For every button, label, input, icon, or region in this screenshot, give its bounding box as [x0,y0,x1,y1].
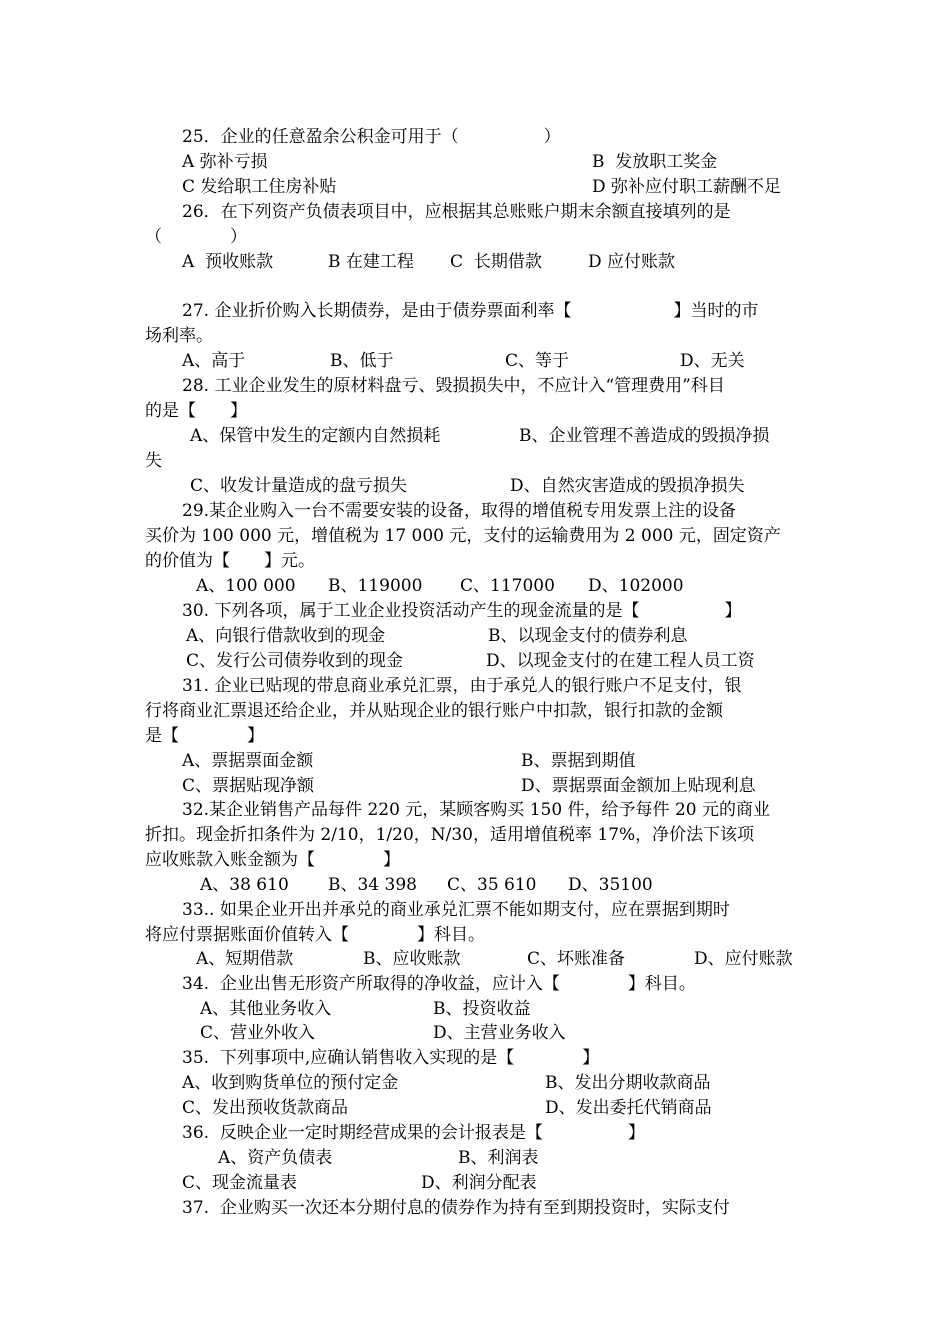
question-25-option-d: D 弥补应付职工薪酬不足 [592,177,782,197]
question-35-option-c: C、发出预收货款商品 [182,1098,349,1118]
question-28-option-b: B、企业管理不善造成的毁损净损 [519,426,770,446]
question-29-stem-cont-1: 买价为 100 000 元，增值税为 17 000 元，支付的运输费用为 2 000 元，固定资产 [145,526,781,546]
question-35-stem: 35. 下列事项中,应确认销售收入实现的是【 】 [182,1048,600,1068]
question-28-option-b-cont: 失 [145,451,162,471]
question-30-option-b: B、以现金支付的债券利息 [488,626,688,646]
question-32-option-c: C、35 610 [447,875,537,895]
question-32-option-a: A、38 610 [200,875,289,895]
question-29-option-d: D、102000 [588,576,684,596]
question-27-stem: 27. 企业折价购入长期债券，是由于债券票面利率【 】当时的市 [182,301,759,321]
question-32-option-b: B、34 398 [328,875,417,895]
question-31-option-c: C、票据贴现净额 [182,776,315,796]
question-36-option-a: A、资产负债表 [218,1148,333,1168]
question-25-stem: 25．企业的任意盈余公积金可用于（ ） [182,127,561,147]
question-29-option-a: A、100 000 [196,576,296,596]
question-26-option-b: B 在建工程 [328,252,414,272]
question-35-option-d: D、发出委托代销商品 [545,1098,712,1118]
question-27-option-d: D、无关 [680,351,745,371]
question-26-stem-cont: （ ） [145,227,247,247]
question-28-option-d: D、自然灾害造成的毁损净损失 [510,476,745,496]
question-29-stem: 29.某企业购入一台不需要安装的设备，取得的增值税专用发票上注的设备 [182,501,737,521]
question-29-option-b: B、119000 [328,576,423,596]
question-26-stem: 26．在下列资产负债表项目中，应根据其总账账户期末余额直接填列的是 [182,202,731,222]
question-33-option-d: D、应付账款 [694,949,793,969]
question-31-stem-cont-1: 行将商业汇票退还给企业，并从贴现企业的银行账户中扣款，银行扣款的金额 [145,701,723,721]
question-33-option-c: C、坏账准备 [527,949,626,969]
question-27-option-b: B、低于 [330,351,394,371]
question-25-option-b: B 发放职工奖金 [592,152,718,172]
question-30-option-a: A、向银行借款收到的现金 [186,626,386,646]
question-25-option-c: C 发给职工住房补贴 [182,177,337,197]
question-36-option-b: B、利润表 [458,1148,539,1168]
question-34-option-b: B、投资收益 [433,999,531,1019]
question-26-option-a: A 预收账款 [182,252,274,272]
question-30-option-c: C、发行公司债券收到的现金 [186,651,404,671]
question-31-stem-cont-2: 是【 】 [145,726,264,746]
question-27-stem-cont: 场利率。 [145,326,213,346]
question-37-stem: 37. 企业购买一次还本分期付息的债券作为持有至到期投资时，实际支付 [182,1198,730,1218]
question-33-option-b: B、应收账款 [363,949,461,969]
question-35-option-a: A、收到购货单位的预付定金 [182,1073,399,1093]
question-34-option-d: D、主营业务收入 [433,1023,566,1043]
question-34-option-a: A、其他业务收入 [200,999,332,1019]
question-27-option-c: C、等于 [505,351,570,371]
question-29-option-c: C、117000 [460,576,555,596]
question-27-option-a: A、高于 [182,351,246,371]
question-32-option-d: D、35100 [568,875,653,895]
question-32-stem-cont-2: 应收账款入账金额为【 】 [145,850,400,870]
question-29-stem-cont-2: 的价值为【 】元。 [145,551,315,571]
question-34-stem: 34. 企业出售无形资产所取得的净收益，应计入【 】科目。 [182,974,696,994]
question-33-stem-cont: 将应付票据账面价值转入【 】科目。 [145,925,485,945]
question-25-option-a: A 弥补亏损 [182,152,268,172]
question-26-option-d: D 应付账款 [588,252,676,272]
question-31-stem: 31. 企业已贴现的带息商业承兑汇票，由于承兑人的银行账户不足支付，银 [182,676,742,696]
question-31-option-b: B、票据到期值 [521,751,636,771]
question-30-option-d: D、以现金支付的在建工程人员工资 [486,651,755,671]
question-31-option-a: A、票据票面金额 [182,751,314,771]
question-34-option-c: C、营业外收入 [200,1023,316,1043]
question-33-option-a: A、短期借款 [196,949,294,969]
question-28-option-a: A、保管中发生的定额内自然损耗 [190,426,441,446]
question-35-option-b: B、发出分期收款商品 [545,1073,711,1093]
question-31-option-d: D、票据票面金额加上贴现利息 [521,776,756,796]
question-36-option-d: D、利润分配表 [421,1173,537,1193]
question-26-option-c: C 长期借款 [450,252,542,272]
question-30-stem: 30. 下列各项，属于工业企业投资活动产生的现金流量的是【 】 [182,601,742,621]
question-36-stem: 36. 反映企业一定时期经营成果的会计报表是【 】 [182,1123,645,1143]
question-28-option-c: C、收发计量造成的盘亏损失 [190,476,408,496]
question-28-stem: 28. 工业企业发生的原材料盘亏、毁损损失中，不应计入“管理费用”科目 [182,376,725,396]
question-28-stem-cont: 的是【 】 [145,401,247,421]
question-32-stem: 32.某企业销售产品每件 220 元，某顾客购买 150 件，给予每件 20 元的商业 [182,800,770,820]
question-33-stem: 33.. 如果企业开出并承兑的商业承兑汇票不能如期支付，应在票据到期时 [182,900,730,920]
question-36-option-c: C、现金流量表 [182,1173,298,1193]
question-32-stem-cont-1: 折扣。现金折扣条件为 2/10，1/20，N/30，适用增值税率 17%，净价法下该项 [145,825,755,845]
